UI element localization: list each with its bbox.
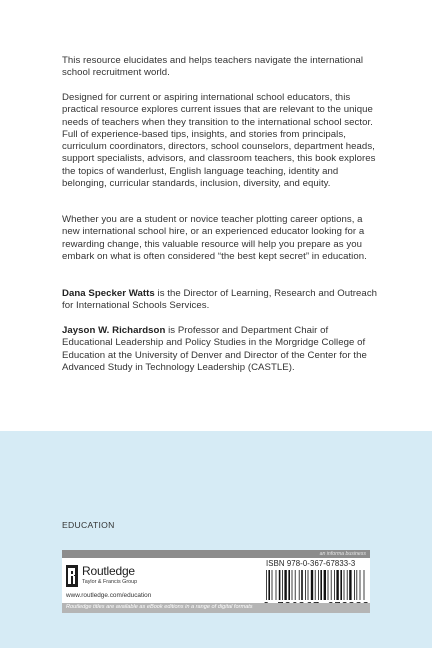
isbn-label: ISBN 978-0-367-67833-3 [266, 559, 356, 568]
routledge-logo-icon [66, 565, 78, 587]
informa-tagline: an informa business [319, 551, 366, 557]
ebook-note: Routledge titles are available as eBook editions in a range of digital formats [66, 604, 253, 610]
publisher-group: Taylor & Francis Group [82, 579, 138, 585]
ebook-band [62, 603, 370, 613]
author-name-2: Jayson W. Richardson [62, 325, 166, 336]
barcode-icon [265, 570, 369, 600]
subject-category: EDUCATION [62, 520, 115, 530]
back-cover-lower-panel [0, 431, 432, 648]
author-bio-2 [62, 325, 380, 374]
publisher-website: www.routledge.com/education [66, 592, 152, 599]
publisher-name: Routledge [82, 564, 135, 578]
blurb-intro: This resource elucidates and helps teachers navigate the international school recruitment world. [62, 55, 364, 79]
author-bio-text-2: is Professor and Department Chair of Educational Leadership and Policy Studies in the Morgridge College of Education at the University of Denver and Director of the Center for the Advanced Study in Technology Leadership (CASTLE). [62, 325, 367, 373]
author-name-1: Dana Specker Watts [62, 288, 155, 299]
author-bio-1 [62, 288, 380, 313]
blurb-description: Designed for current or aspiring international school educators, this practical resource explores current issues that are relevant to the unique needs of teachers when they transition to the international school sector. Full of experience-based tips, insights, and stories from principals, curriculum coordinators, directors, school counselors, department heads, support specialists, advisors, and classroom teachers, this book explores the topics of wanderlust, English language teaching, identity and belonging, curricular standards, inclusion, diversity, and equity. [62, 92, 376, 190]
publisher-band [62, 550, 370, 558]
author-bio-text-1: is the Director of Learning, Research and Outreach for International Schools Services. [62, 288, 378, 312]
blurb-audience: Whether you are a student or novice teacher plotting career options, a new international school hire, or an experienced educator looking for a rewarding change, this valuable resource will help you prepare as you embark on what is often considered “the best kept secret” in education. [62, 214, 367, 262]
